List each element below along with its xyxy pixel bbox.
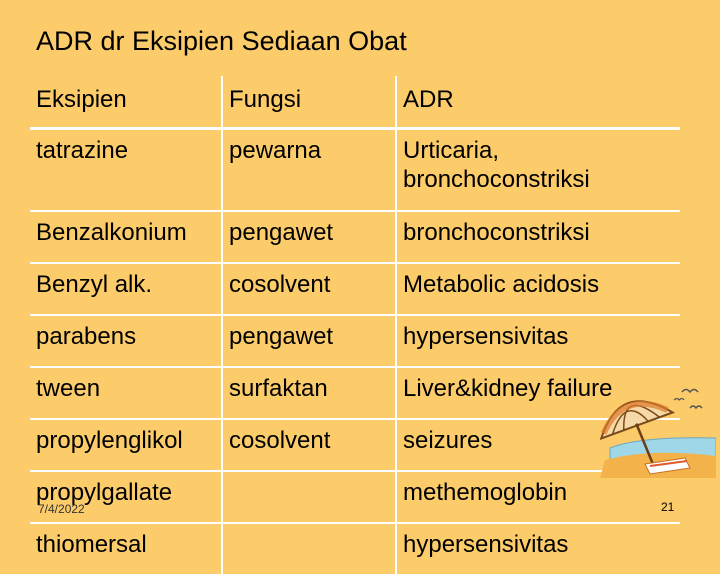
cell-eksipien: propylenglikol [30,419,222,471]
cell-eksipien: Benzalkonium [30,211,222,263]
cell-fungsi: cosolvent [222,419,396,471]
slide-title: ADR dr Eksipien Sediaan Obat [36,26,407,56]
cell-fungsi: pewarna [222,129,396,212]
cell-eksipien: parabens [30,315,222,367]
header-adr: ADR [396,76,680,129]
table-row [30,211,680,263]
table-row [30,315,680,367]
page-number: 21 [661,500,675,514]
table-row [30,523,680,574]
adr-table [30,76,680,574]
cell-adr: hypersensivitas [403,531,569,558]
cell-adr: methemoglobin [396,471,680,523]
cell-adr: hypersensivitas [396,315,680,367]
table-row [30,419,680,471]
table-header-row [30,76,680,129]
cell-eksipien: propylgallate [30,471,222,523]
cell-adr: bronchoconstriksi [396,211,680,263]
header-eksipien: Eksipien [30,76,222,129]
cell-eksipien: Benzyl alk. [30,263,222,315]
cell-adr: seizures [396,419,680,471]
cell-eksipien: thiomersal [30,523,222,574]
table-row [30,129,680,212]
slide-date: 7/4/2022 [38,502,85,516]
cell-fungsi: cosolvent [222,263,396,315]
cell-fungsi: surfaktan [222,367,396,419]
cell-adr: Liver&kidney failure [396,367,680,419]
cell-fungsi: pengawet [222,315,396,367]
cell-fungsi [222,471,396,523]
header-fungsi: Fungsi [222,76,396,129]
cell-eksipien: tween [30,367,222,419]
beach-umbrella-icon [590,378,716,478]
cell-eksipien: tatrazine [30,129,222,212]
cell-fungsi [222,523,396,574]
cell-adr: Urticaria, bronchoconstriksi [396,129,680,212]
table-row [30,367,680,419]
table-row [30,471,680,523]
cell-fungsi: pengawet [222,211,396,263]
cell-adr: Metabolic acidosis [396,263,680,315]
table-row [30,263,680,315]
